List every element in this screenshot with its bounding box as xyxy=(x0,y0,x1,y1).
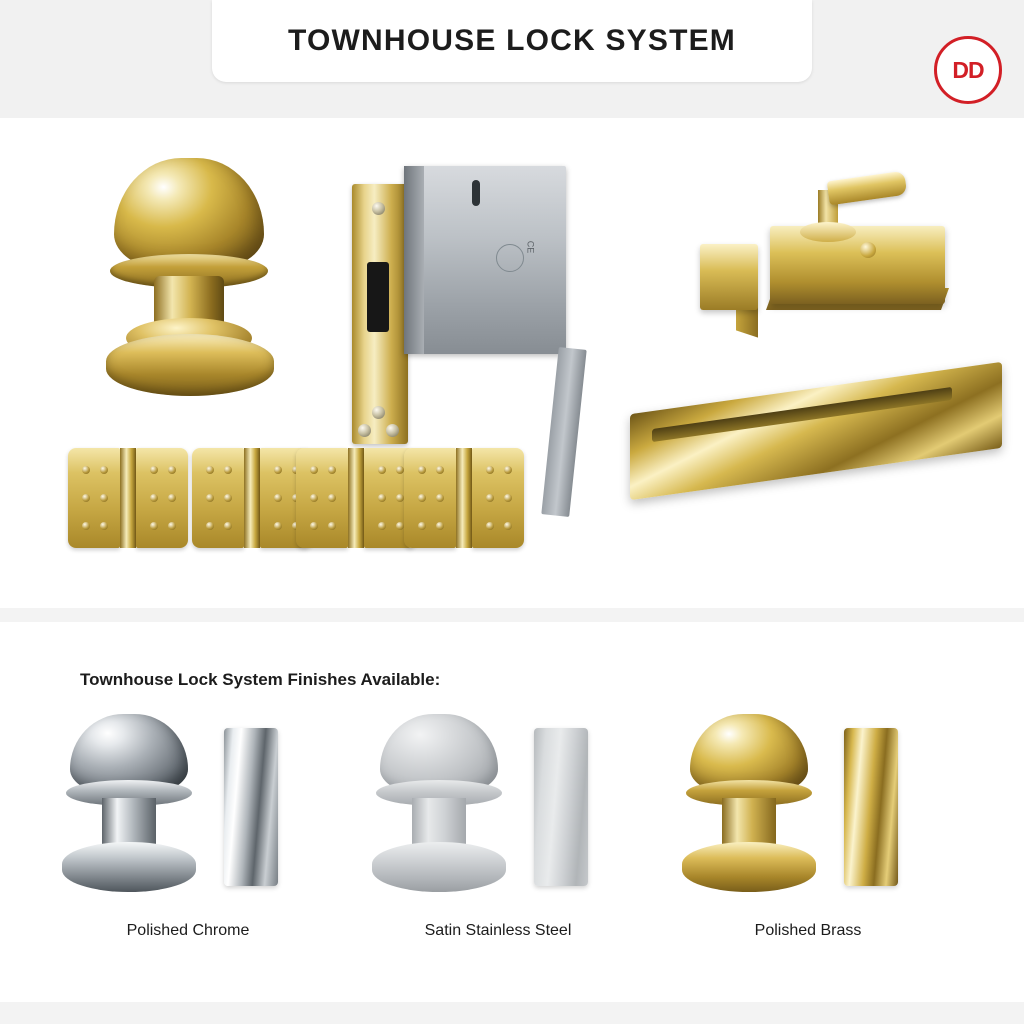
hinge-screw-hole xyxy=(486,466,494,474)
latch-body xyxy=(770,226,945,304)
hinge-screw-hole xyxy=(274,494,282,502)
forend-screw xyxy=(386,424,399,437)
door-hinge xyxy=(296,448,416,548)
latch-keep xyxy=(700,244,758,310)
finish-label: Polished Chrome xyxy=(126,922,250,939)
hinge-screw-hole xyxy=(328,522,336,530)
hinge-knuckle xyxy=(120,448,136,548)
latch-snib-button xyxy=(860,242,876,258)
hinge-screw-hole xyxy=(168,522,176,530)
finish-option-satin-stainless-steel xyxy=(348,714,648,974)
finish-swatch xyxy=(224,728,278,886)
brand-logo-text: DD xyxy=(952,56,984,83)
hinge-knuckle xyxy=(244,448,260,548)
forend-screw xyxy=(358,424,371,437)
hinge-screw-hole xyxy=(206,466,214,474)
page-title: TOWNHOUSE LOCK SYSTEM xyxy=(288,24,736,57)
hinge-screw-hole xyxy=(504,466,512,474)
finish-swatch xyxy=(844,728,898,886)
hinge-leaf xyxy=(136,448,188,548)
finish-knob-sample xyxy=(56,714,204,894)
hinge-screw-hole xyxy=(378,466,386,474)
hinge-screw-hole xyxy=(504,494,512,502)
hinge-screw-hole xyxy=(486,494,494,502)
latch-slot xyxy=(367,262,389,332)
forend-screw xyxy=(372,406,385,419)
hinge-screw-hole xyxy=(224,494,232,502)
finish-knob-sample xyxy=(676,714,824,894)
hinge-screw-hole xyxy=(82,494,90,502)
hinge-screw-hole xyxy=(274,522,282,530)
hinge-screw-hole xyxy=(486,522,494,530)
door-hinge xyxy=(68,448,188,548)
title-plate xyxy=(212,0,812,82)
hinge-screw-hole xyxy=(206,494,214,502)
door-hinge xyxy=(192,448,312,548)
hinge-screw-hole xyxy=(418,466,426,474)
forend-screw xyxy=(372,202,385,215)
latch-lever-handle xyxy=(827,171,908,206)
hinge-screw-hole xyxy=(206,522,214,530)
panel-divider xyxy=(0,608,1024,622)
hinge-screw-hole xyxy=(150,494,158,502)
hinge-screw-hole xyxy=(100,466,108,474)
hinge-screw-hole xyxy=(436,494,444,502)
hinge-leaf xyxy=(472,448,524,548)
hinge-screw-hole xyxy=(224,522,232,530)
keyhole xyxy=(472,180,480,206)
hinge-screw-hole xyxy=(310,466,318,474)
lock-case-edge xyxy=(404,166,424,354)
knob-rose xyxy=(106,334,274,396)
hinge-screw-hole xyxy=(436,466,444,474)
hinge-screw-hole xyxy=(310,494,318,502)
knob-rose xyxy=(62,842,196,892)
hinge-screw-hole xyxy=(100,494,108,502)
finish-label: Satin Stainless Steel xyxy=(424,922,572,939)
hinge-screw-hole xyxy=(310,522,318,530)
knob-rose xyxy=(682,842,816,892)
knob-rose xyxy=(372,842,506,892)
finishes-panel xyxy=(0,622,1024,1002)
hinge-screw-hole xyxy=(328,494,336,502)
hinge-leaf xyxy=(296,448,348,548)
finish-option-polished-brass xyxy=(658,714,958,974)
ce-mark-icon: CE xyxy=(525,240,536,254)
finish-label: Polished Brass xyxy=(754,922,862,939)
letter-plate xyxy=(630,368,1010,508)
latch-rose xyxy=(800,222,856,242)
hinge-screw-hole xyxy=(418,522,426,530)
hinge-leaf xyxy=(404,448,456,548)
knob-neck xyxy=(102,798,156,846)
hinge-screw-hole xyxy=(150,466,158,474)
brand-logo xyxy=(934,36,1002,104)
hinge-screw-hole xyxy=(328,466,336,474)
mortice-lock xyxy=(352,166,592,486)
door-hinge xyxy=(404,448,524,548)
hinge-knuckle xyxy=(348,448,364,548)
lock-forend xyxy=(352,184,408,444)
hinge-screw-hole xyxy=(100,522,108,530)
hinge-screw-hole xyxy=(436,522,444,530)
backset-circle xyxy=(496,244,524,272)
finish-knob-sample xyxy=(366,714,514,894)
hinge-screw-hole xyxy=(418,494,426,502)
hinge-screw-hole xyxy=(274,466,282,474)
hinge-screw-hole xyxy=(378,522,386,530)
hinge-screw-hole xyxy=(396,522,404,530)
hinge-screw-hole xyxy=(168,466,176,474)
hinge-screw-hole xyxy=(82,522,90,530)
lock-case xyxy=(404,166,566,354)
hinge-screw-hole xyxy=(504,522,512,530)
hinge-knuckle xyxy=(456,448,472,548)
footer-band xyxy=(0,1002,1024,1024)
product-panel xyxy=(0,118,1024,608)
hinge-screw-hole xyxy=(396,494,404,502)
finish-swatch xyxy=(534,728,588,886)
hinge-screw-hole xyxy=(224,466,232,474)
hinge-leaf xyxy=(68,448,120,548)
hinge-screw-hole xyxy=(378,494,386,502)
hinge-leaf xyxy=(192,448,244,548)
knob-neck xyxy=(722,798,776,846)
knob-neck xyxy=(412,798,466,846)
header-band xyxy=(0,0,1024,118)
lock-striker-plate xyxy=(541,347,586,517)
hinge-screw-hole xyxy=(82,466,90,474)
hinge-screw-hole xyxy=(396,466,404,474)
finish-option-polished-chrome xyxy=(38,714,338,974)
mortice-door-knob xyxy=(96,158,286,398)
hinge-screw-hole xyxy=(168,494,176,502)
hinge-screw-hole xyxy=(150,522,158,530)
rim-night-latch xyxy=(700,160,960,360)
finishes-heading: Townhouse Lock System Finishes Available: xyxy=(80,670,441,689)
